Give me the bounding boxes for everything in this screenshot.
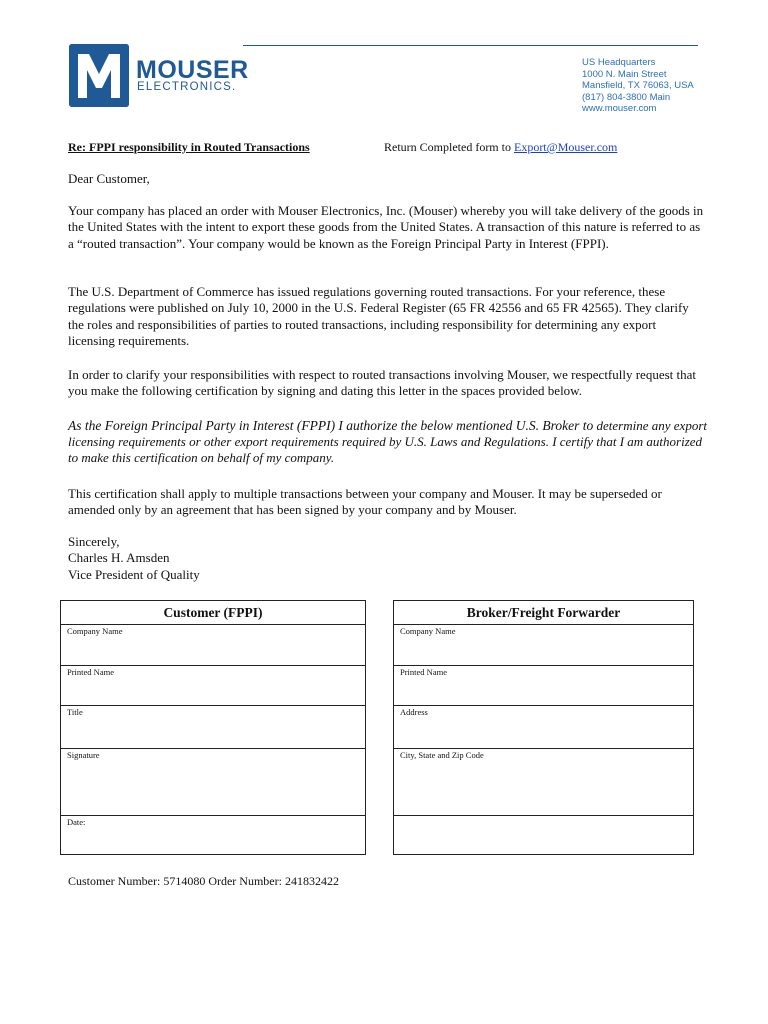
greeting: Dear Customer, — [68, 171, 150, 186]
return-prefix: Return Completed form to — [384, 140, 514, 154]
paragraph-regulations: The U.S. Department of Commerce has issued regulations governing routed transactions. For your reference, these regulations were published on July 10, 2000 in the U.S. Federal Register (65 FR 42556 and 65 FR 42565). They clarify the roles and responsibilities of parties to routed transactions, including responsibility for determining any export licensing requirements. — [68, 284, 689, 348]
certification-rest: determine any export licensing requirements or other export requirements required by U.S. Laws and Regulations. I certify that I am authorized to make this certification on behalf of my company. — [68, 418, 707, 465]
signoff-block — [68, 534, 706, 583]
broker-company-name-field[interactable] — [394, 625, 694, 666]
field-label — [394, 816, 693, 817]
certification-statement — [68, 418, 708, 466]
customer-date-field[interactable] — [61, 816, 366, 855]
customer-fppi-table — [60, 600, 366, 855]
broker-table-title: Broker/Freight Forwarder — [394, 601, 694, 625]
field-label: Company Name — [67, 626, 123, 636]
headquarters-address — [582, 57, 694, 115]
return-instructions — [384, 140, 617, 155]
broker-blank-field[interactable] — [394, 816, 694, 855]
logo-subtitle: ELECTRONICS. — [137, 81, 237, 93]
paragraph-multiple-transactions: This certification shall apply to multiple transactions between your company and Mouser. It may be superseded or amended only by an agreement that has been signed by your company and by Mouser. — [68, 486, 662, 518]
hq-line: Mansfield, TX 76063, USA — [582, 80, 694, 91]
broker-address-field[interactable] — [394, 706, 694, 749]
mouser-logo-mark — [69, 44, 129, 107]
field-label: Date: — [67, 817, 86, 827]
hq-line: (817) 804-3800 Main — [582, 91, 671, 103]
field-label: Signature — [67, 750, 100, 760]
customer-signature-field[interactable] — [61, 749, 366, 816]
field-label: Company Name — [400, 626, 456, 636]
export-email-link[interactable]: Export@Mouser.com — [513, 140, 618, 154]
broker-forwarder-table — [393, 600, 694, 855]
signoff-name: Charles H. Amsden — [68, 550, 170, 566]
field-label: Printed Name — [400, 667, 447, 677]
paragraph-request: In order to clarify your responsibilities with respect to routed transactions involving Mouser, we respectfully request that you make the following certification by signing and dating this letter in the spaces provided below. — [68, 367, 697, 399]
hq-website-link[interactable]: www.mouser.com — [582, 103, 657, 114]
customer-order-numbers: Customer Number: 5714080 Order Number: 241832422 — [68, 874, 339, 888]
customer-company-name-field[interactable] — [61, 625, 366, 666]
broker-printed-name-field[interactable] — [394, 666, 694, 706]
paragraph-routed-transaction: Your company has placed an order with Mouser Electronics, Inc. (Mouser) whereby you will take delivery of the goods in the United States with the intent to export these goods from the United States. A transaction of this nature is referred to as a “routed transaction”. Your company would be known as the Foreign Principal Party in Interest (FPPI). — [68, 203, 704, 251]
customer-table-title: Customer (FPPI) — [61, 601, 366, 625]
field-label: Title — [67, 707, 83, 717]
certification-first-line: As the Foreign Principal Party in Interest (FPPI) I authorize the below mentioned U.S. Broker to — [68, 418, 594, 433]
field-label: Address — [400, 707, 428, 717]
hq-line: US Headquarters — [582, 57, 656, 68]
m-logo-icon — [69, 44, 129, 107]
field-label: City, State and Zip Code — [400, 750, 484, 760]
subject-line: Re: FPPI responsibility in Routed Transactions — [68, 140, 310, 154]
logo-wordmark: MOUSER — [136, 56, 249, 84]
signoff-title: Vice President of Quality — [68, 566, 200, 582]
field-label: Printed Name — [67, 667, 114, 677]
header-divider — [243, 45, 698, 46]
customer-title-field[interactable] — [61, 706, 366, 749]
signoff-closing: Sincerely, — [68, 534, 120, 549]
customer-printed-name-field[interactable] — [61, 666, 366, 706]
hq-line: 1000 N. Main Street — [582, 68, 667, 80]
broker-city-state-zip-field[interactable] — [394, 749, 694, 816]
